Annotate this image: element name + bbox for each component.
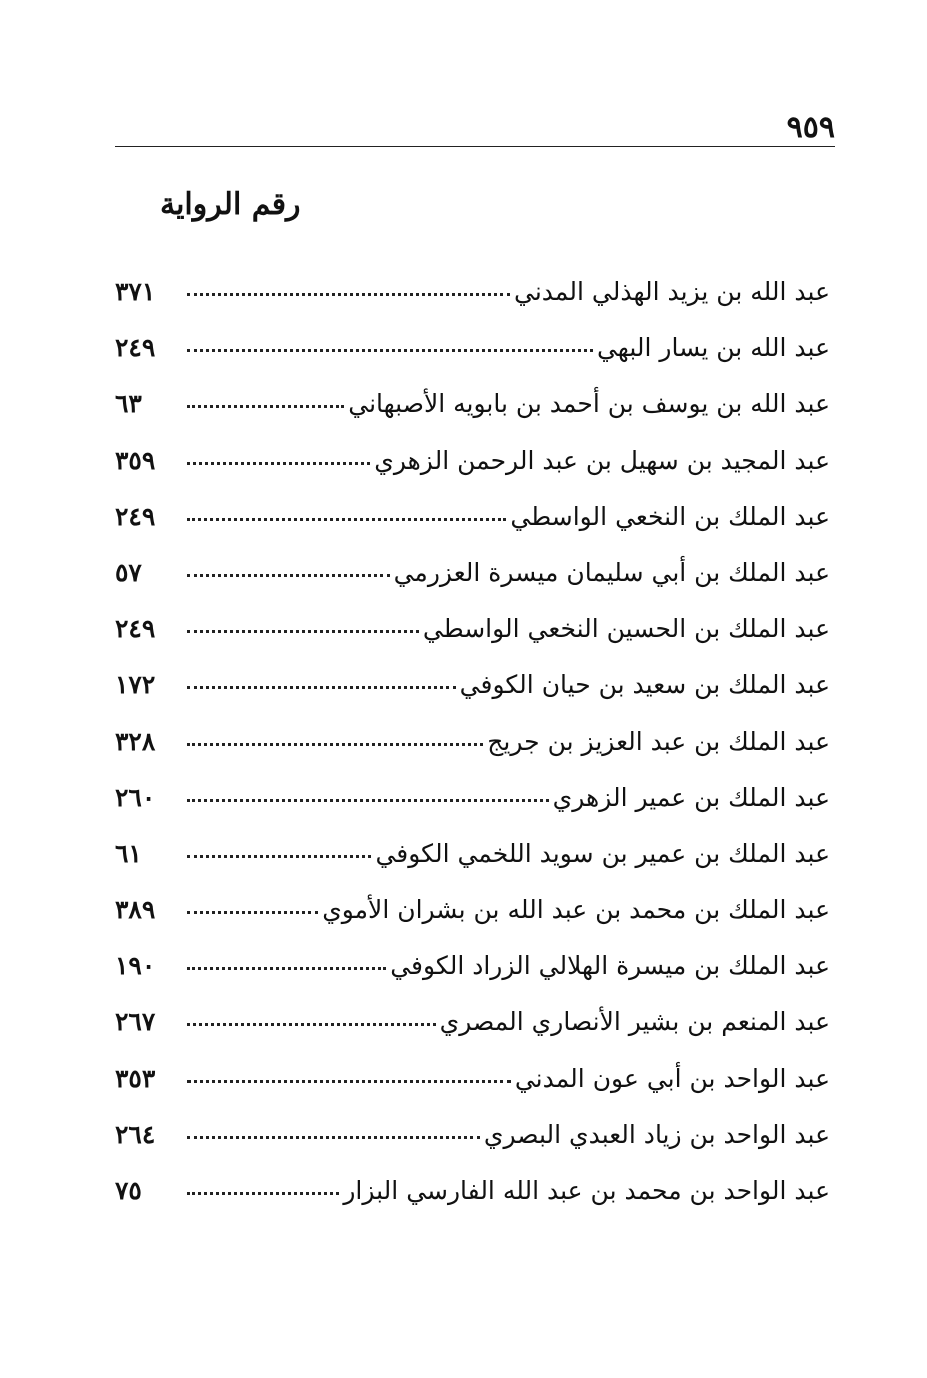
index-entry: [115, 663, 830, 719]
entry-number: ٢٤٩: [115, 333, 156, 363]
dot-leader: [187, 855, 371, 858]
dot-leader: [187, 1136, 480, 1139]
entry-number: ٢٤٩: [115, 614, 156, 644]
index-entry: [115, 1169, 830, 1225]
entry-name: عبد الملك بن سعيد بن حيان الكوفي: [459, 670, 830, 700]
entry-name: عبد الملك بن محمد بن عبد الله بن بشران الأموي: [322, 895, 830, 925]
dot-leader: [187, 574, 390, 577]
dot-leader: [187, 1192, 339, 1195]
page-number: ٩٥٩: [786, 110, 835, 145]
index-entry: [115, 888, 830, 944]
entry-number: ٢٦٧: [115, 1007, 156, 1037]
dot-leader: [187, 743, 483, 746]
entry-name: عبد الله بن يزيد الهذلي المدني: [514, 277, 830, 306]
entry-name: عبد الواحد بن محمد بن عبد الله الفارسي البزار: [343, 1176, 830, 1205]
dot-leader: [187, 349, 593, 352]
dot-leader: [187, 630, 419, 633]
index-entry: [115, 270, 830, 326]
entry-number: ١٩٠: [115, 951, 156, 981]
entry-name: عبد الملك بن ميسرة الهلالي الزراد الكوفي: [390, 951, 830, 981]
entry-number: ٣٢٨: [115, 726, 156, 756]
entry-number: ٣٧١: [115, 277, 156, 306]
dot-leader: [187, 1023, 436, 1026]
entry-name: عبد المجيد بن سهيل بن عبد الرحمن الزهري: [374, 445, 830, 475]
index-entry: [115, 495, 830, 551]
entry-name: عبد الملك بن عمير الزهري: [552, 782, 830, 812]
index-entry: [115, 382, 830, 438]
dot-leader: [187, 405, 344, 408]
dot-leader: [187, 799, 549, 802]
index-entry: [115, 607, 830, 663]
entry-number: ٣٨٩: [115, 895, 156, 925]
index-entry: [115, 1113, 830, 1169]
entry-name: عبد الله بن يسار البهي: [596, 333, 830, 363]
dot-leader: [187, 518, 506, 521]
entry-number: ٦٣: [115, 389, 142, 419]
entry-number: ٢٦٤: [115, 1119, 156, 1149]
index-entry: [115, 720, 830, 776]
dot-leader: [187, 462, 370, 465]
dot-leader: [187, 967, 386, 970]
dot-leader: [187, 293, 510, 296]
index-entry: [115, 439, 830, 495]
index-entries: [115, 270, 830, 1225]
header-rule: [115, 146, 835, 147]
index-entry: [115, 1000, 830, 1056]
entry-name: عبد الملك بن الحسين النخعي الواسطي: [422, 614, 830, 644]
entry-name: عبد الملك بن أبي سليمان ميسرة العزرمي: [393, 557, 830, 587]
index-entry: [115, 944, 830, 1000]
dot-leader: [187, 1080, 511, 1083]
entry-number: ٦١: [115, 838, 142, 868]
entry-number: ٥٧: [115, 557, 142, 587]
entry-name: عبد المنعم بن بشير الأنصاري المصري: [439, 1007, 830, 1037]
entry-name: عبد الواحد بن زياد العبدي البصري: [483, 1119, 830, 1149]
entry-number: ٣٥٩: [115, 445, 156, 475]
dot-leader: [187, 911, 318, 914]
column-title: رقم الرواية: [160, 187, 301, 222]
entry-name: عبد الله بن يوسف بن أحمد بن بابويه الأصبهاني: [348, 389, 830, 419]
entry-number: ٢٦٠: [115, 782, 156, 812]
dot-leader: [187, 686, 456, 689]
index-entry: [115, 1057, 830, 1113]
entry-number: ٣٥٣: [115, 1063, 156, 1093]
index-entry: [115, 832, 830, 888]
entry-name: عبد الواحد بن أبي عون المدني: [514, 1063, 830, 1093]
entry-name: عبد الملك بن عبد العزيز بن جريج: [487, 726, 830, 756]
index-entry: [115, 326, 830, 382]
entry-name: عبد الملك بن النخعي الواسطي: [510, 501, 830, 531]
entry-number: ٢٤٩: [115, 501, 156, 531]
index-entry: [115, 551, 830, 607]
entry-name: عبد الملك بن عمير بن سويد اللخمي الكوفي: [375, 838, 830, 868]
index-entry: [115, 776, 830, 832]
entry-number: ١٧٢: [115, 670, 156, 700]
entry-number: ٧٥: [115, 1176, 142, 1205]
